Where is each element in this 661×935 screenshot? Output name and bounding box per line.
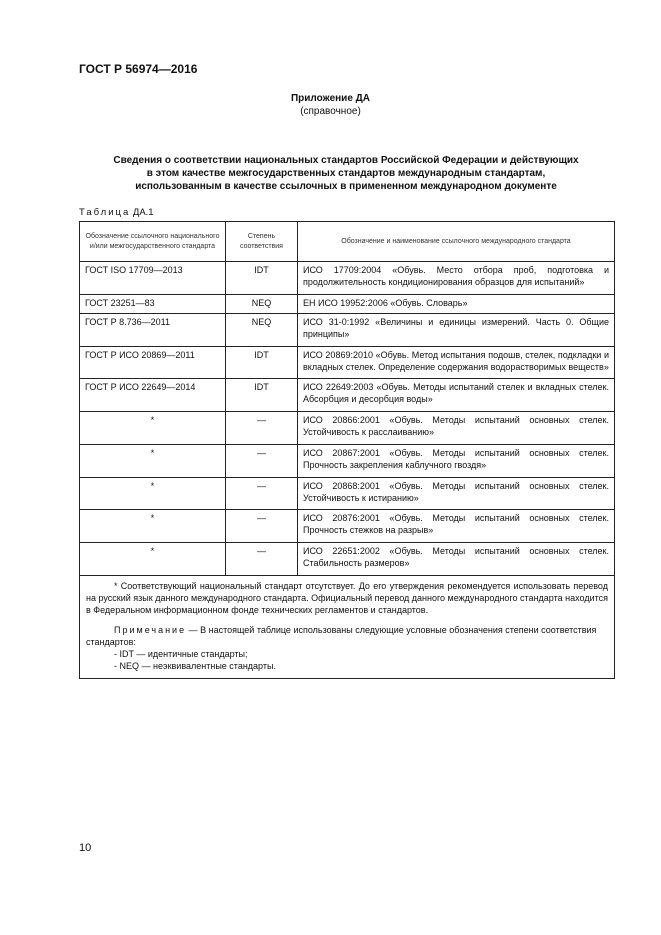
international-standard-cell: ИСО 20866:2001 «Обувь. Методы испытаний основных стелек. Устойчивость к расслаиванию» xyxy=(298,412,615,445)
international-standard-cell: ИСО 17709:2004 «Обувь. Место отбора проб, подготовка и продолжительность кондиционирования образцов для испытаний» xyxy=(298,262,615,295)
note xyxy=(86,624,608,648)
notes-cell xyxy=(80,576,615,679)
table-row xyxy=(80,379,615,412)
degree-cell: IDT xyxy=(226,346,298,379)
national-standard-cell: * xyxy=(80,510,226,543)
appendix-title: Приложение ДА xyxy=(290,93,371,104)
table-row xyxy=(80,477,615,510)
appendix-subtitle: (справочное) xyxy=(300,106,361,117)
standards-table xyxy=(79,221,615,679)
national-standard-cell: ГОСТ Р ИСО 22649—2014 xyxy=(80,379,226,412)
national-standard-cell: ГОСТ Р 8.736—2011 xyxy=(80,313,226,346)
table-notes-row xyxy=(80,576,615,679)
national-standard-cell: * xyxy=(80,412,226,445)
title-line: Сведения о соответствии национальных стандартов Российской Федерации и действующих xyxy=(113,155,579,166)
international-standard-cell: ЕН ИСО 19952:2006 «Обувь. Словарь» xyxy=(298,294,615,313)
document-title xyxy=(80,154,612,193)
national-standard-cell: * xyxy=(80,477,226,510)
table-body xyxy=(80,262,615,576)
international-standard-cell: ИСО 22651:2002 «Обувь. Методы испытаний основных стелек. Стабильность размеров» xyxy=(298,543,615,576)
degree-cell: — xyxy=(226,543,298,576)
national-standard-cell: ГОСТ 23251—83 xyxy=(80,294,226,313)
national-standard-cell: * xyxy=(80,543,226,576)
appendix-heading xyxy=(0,92,661,118)
degree-cell: — xyxy=(226,510,298,543)
table-row xyxy=(80,346,615,379)
table-row xyxy=(80,412,615,445)
degree-cell: IDT xyxy=(226,262,298,295)
document-number: ГОСТ Р 56974—2016 xyxy=(79,62,198,76)
table-header-row xyxy=(80,222,615,262)
national-standard-cell: ГОСТ ISO 17709—2013 xyxy=(80,262,226,295)
table-row xyxy=(80,543,615,576)
note-item: - IDT — идентичные стандарты; xyxy=(114,649,248,659)
table-row xyxy=(80,444,615,477)
national-standard-cell: ГОСТ Р ИСО 20869—2011 xyxy=(80,346,226,379)
table-caption-label: Таблица xyxy=(79,207,131,218)
note-label: Примечание xyxy=(114,625,187,635)
table-row xyxy=(80,510,615,543)
header-international-standard: Обозначение и наименование ссылочного международного стандарта xyxy=(298,222,615,262)
title-line: использованным в качестве ссылочных в примененном международном документе xyxy=(135,181,557,192)
header-degree: Степень соответствия xyxy=(226,222,298,262)
international-standard-cell: ИСО 20869:2010 «Обувь. Метод испытания подошв, стелек, подкладки и вкладных стелек. Определение содержания водорастворимых веществ» xyxy=(298,346,615,379)
header-national-standard: Обозначение ссылочного национального и/или межгосударственного стандарта xyxy=(80,222,226,262)
table-row xyxy=(80,294,615,313)
page-number: 10 xyxy=(79,842,92,854)
national-standard-cell: * xyxy=(80,444,226,477)
degree-cell: NEQ xyxy=(226,313,298,346)
international-standard-cell: ИСО 20867:2001 «Обувь. Методы испытаний основных стелек. Прочность закрепления каблучного гвоздя» xyxy=(298,444,615,477)
table-caption xyxy=(79,207,154,218)
international-standard-cell: ИСО 31-0:1992 «Величины и единицы измерений. Часть 0. Общие принципы» xyxy=(298,313,615,346)
note-item: - NEQ — неэквивалентные стандарты. xyxy=(114,661,276,671)
note-text: — В настоящей таблице использованы следующие условные обозначения степени соответствия стандартов: xyxy=(86,625,597,647)
degree-cell: NEQ xyxy=(226,294,298,313)
degree-cell: — xyxy=(226,444,298,477)
table-caption-number: ДА.1 xyxy=(132,207,154,218)
title-line: в этом качестве межгосударственных стандартов международным стандартам, xyxy=(146,168,546,179)
footnote: * Соответствующий национальный стандарт отсутствует. До его утверждения рекомендуется использовать перевод на русский язык данного международного стандарта. Официальный перевод данного международного стандарта находится в Федеральном информационном фонде технических регламентов и стандартов. xyxy=(86,581,608,615)
table-row xyxy=(80,313,615,346)
international-standard-cell: ИСО 22649:2003 «Обувь. Методы испытаний стелек и вкладных стелек. Абсорбция и десорбция воды» xyxy=(298,379,615,412)
international-standard-cell: ИСО 20876:2001 «Обувь. Методы испытаний основных стелек. Прочность стежков на разрыв» xyxy=(298,510,615,543)
degree-cell: — xyxy=(226,477,298,510)
degree-cell: — xyxy=(226,412,298,445)
table-row xyxy=(80,262,615,295)
international-standard-cell: ИСО 20868:2001 «Обувь. Методы испытаний основных стелек. Устойчивость к истиранию» xyxy=(298,477,615,510)
degree-cell: IDT xyxy=(226,379,298,412)
